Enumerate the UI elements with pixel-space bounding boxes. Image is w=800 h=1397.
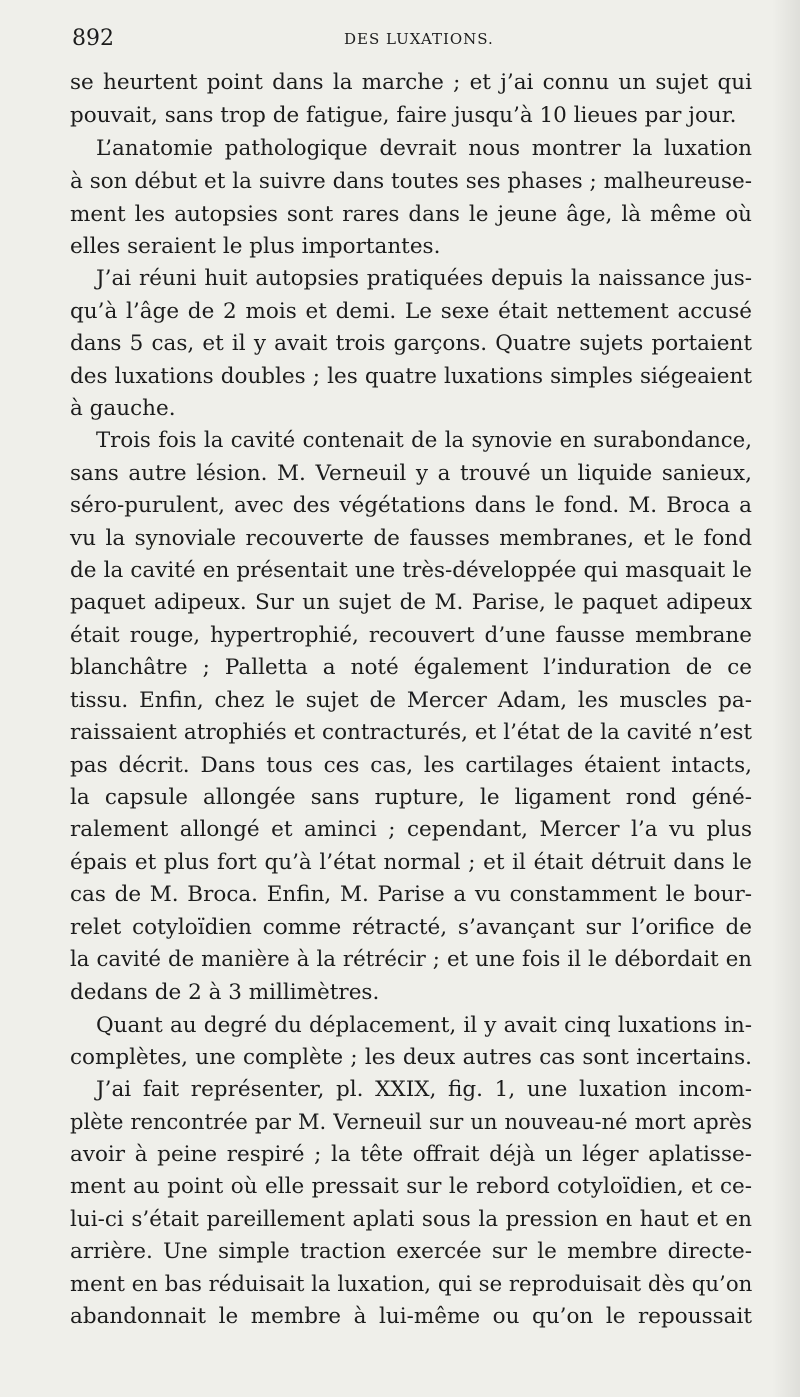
text-line: épais et plus fort qu’à l’état normal ; et il était détruit dans le	[70, 850, 752, 875]
text-line: Quant au degré du déplacement, il y avait cinq luxations in-	[96, 1013, 752, 1038]
text-line: ralement allongé et aminci ; cependant, Mercer l’a vu plus	[70, 817, 752, 842]
text-line: J’ai fait représenter, pl. XXIX, fig. 1, une luxation incom-	[96, 1077, 752, 1102]
text-line: L’anatomie pathologique devrait nous montrer la luxation	[96, 136, 752, 161]
text-line: se heurtent point dans la marche ; et j’ai connu un sujet qui	[70, 70, 752, 95]
text-line: qu’à l’âge de 2 mois et demi. Le sexe était nettement accusé	[70, 299, 752, 324]
text-line: dans 5 cas, et il y avait trois garçons. Quatre sujets portaient	[70, 331, 752, 356]
text-line: sans autre lésion. M. Verneuil y a trouvé un liquide sanieux,	[70, 461, 752, 486]
text-line: J’ai réuni huit autopsies pratiquées depuis la naissance jus-	[96, 266, 752, 291]
text-line: avoir à peine respiré ; la tête offrait déjà un léger aplatisse-	[70, 1142, 752, 1167]
text-line: lui-ci s’était pareillement aplati sous la pression en haut et en	[70, 1207, 752, 1232]
text-line: cas de M. Broca. Enfin, M. Parise a vu constamment le bour-	[70, 882, 752, 907]
text-line: plète rencontrée par M. Verneuil sur un nouveau-né mort après	[70, 1110, 752, 1134]
text-line: ment en bas réduisait la luxation, qui se reproduisait dès qu’on	[70, 1272, 753, 1297]
text-line: à gauche.	[70, 396, 176, 421]
text-line: ment au point où elle pressait sur le rebord cotyloïdien, et ce-	[70, 1174, 752, 1199]
text-line: vu la synoviale recouverte de fausses membranes, et le fond	[70, 526, 752, 551]
text-line: paquet adipeux. Sur un sujet de M. Parise, le paquet adipeux	[70, 590, 752, 615]
text-line: pouvait, sans trop de fatigue, faire jusqu’à 10 lieues par jour.	[70, 103, 737, 128]
page-number: 892	[72, 26, 114, 51]
text-line: Trois fois la cavité contenait de la synovie en surabondance,	[96, 428, 752, 453]
text-line: séro-purulent, avec des végétations dans le fond. M. Broca a	[70, 493, 752, 518]
text-line: pas décrit. Dans tous ces cas, les cartilages étaient intacts,	[70, 753, 752, 778]
text-line: ment les autopsies sont rares dans le jeune âge, là même où	[70, 202, 752, 227]
text-line: la cavité de manière à la rétrécir ; et une fois il le débordait en	[70, 947, 752, 972]
text-line: de la cavité en présentait une très-développée qui masquait le	[70, 558, 752, 583]
text-line: à son début et la suivre dans toutes ses phases ; malheureuse-	[70, 169, 752, 194]
text-line: complètes, une complète ; les deux autres cas sont incertains.	[70, 1045, 752, 1070]
text-line: des luxations doubles ; les quatre luxations simples siégeaient	[70, 364, 752, 389]
text-line: abandonnait le membre à lui-même ou qu’on le repoussait	[70, 1304, 752, 1329]
text-line: dedans de 2 à 3 millimètres.	[70, 980, 380, 1005]
text-line: arrière. Une simple traction exercée sur le membre directe-	[70, 1239, 752, 1264]
running-title: DES LUXATIONS.	[344, 30, 494, 48]
text-line: raissaient atrophiés et contracturés, et l’état de la cavité n’est	[70, 720, 752, 745]
text-line: la capsule allongée sans rupture, le ligament rond géné-	[70, 785, 752, 810]
text-line: tissu. Enfin, chez le sujet de Mercer Adam, les muscles pa-	[70, 688, 752, 713]
text-line: blanchâtre ; Palletta a noté également l’induration de ce	[70, 655, 752, 680]
text-line: relet cotyloïdien comme rétracté, s’avançant sur l’orifice de	[70, 915, 752, 940]
text-line: elles seraient le plus importantes.	[70, 234, 441, 259]
text-line: était rouge, hypertrophié, recouvert d’une fausse membrane	[70, 623, 752, 648]
